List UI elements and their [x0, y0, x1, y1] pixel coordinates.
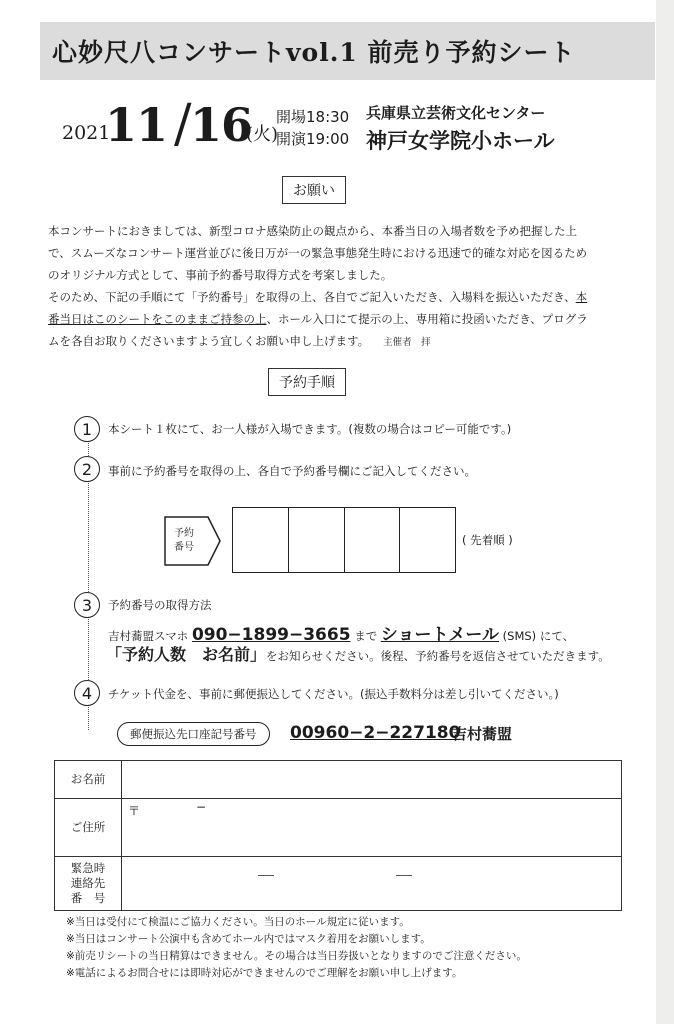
first-come-note: ( 先着順 ) [462, 533, 513, 547]
reservation-label-line-1: 予約 [174, 528, 194, 539]
title-band [40, 22, 655, 80]
name-field[interactable] [122, 761, 622, 799]
start-time: 開演19:00 [276, 130, 350, 148]
reservation-number-label [164, 516, 220, 566]
contact-phone: 090−1899−3665 [191, 625, 351, 645]
venue-hall: 神戸女学院小ホール [366, 128, 555, 153]
event-month: 11 [105, 98, 168, 152]
contact-made: まで [354, 629, 378, 643]
phone-separator [258, 875, 274, 876]
address-label: ご住所 [55, 799, 122, 857]
doors-open-time: 開場18:30 [276, 108, 350, 126]
request-heading: お願い [282, 176, 346, 204]
event-day: 16 [190, 98, 253, 152]
reservation-digit-box[interactable] [400, 508, 455, 572]
request-text [48, 220, 588, 354]
request-suffix: をお知らせください。後程、予約番号を返信させていただきます。 [266, 649, 610, 663]
sms-label: (SMS) [502, 629, 537, 643]
phone-separator [396, 875, 412, 876]
request-p2-end: 、ホール入口にて提示の上、専用箱に投函いただき、プログラムを各自お取りくださいますよう宜しくお願い申し上げます。 [48, 312, 588, 348]
procedure-heading: 予約手順 [268, 368, 346, 396]
request-info [106, 642, 610, 665]
event-venue [366, 102, 555, 155]
reservation-number-field[interactable] [232, 507, 456, 573]
venue-name: 兵庫県立芸術文化センター [366, 104, 546, 122]
reservation-digit-box[interactable] [289, 508, 345, 572]
step-2-text: 事前に予約番号を取得の上、各自で予約番号欄にご記入してください。 [108, 464, 476, 478]
contact-label-line-2: 連絡先 [70, 876, 106, 890]
note-item: ※当日はコンサート公演中も含めてホール内ではマスク着用をお願いします。 [66, 933, 431, 945]
contact-suffix: にて、 [539, 629, 575, 643]
footnotes [66, 914, 527, 982]
request-items: 「予約人数 お名前」 [106, 645, 267, 664]
emergency-contact-field[interactable] [122, 857, 622, 911]
postal-account-number: 00960−2−227180 [290, 723, 461, 743]
contact-label-line-3: 番 号 [70, 891, 106, 905]
request-paragraph-1: 本コンサートにおきましては、新型コロナ感染防止の観点から、本番当日の入場者数を予め把握した上で、スムーズなコンサート運営並びに後日万が一の緊急事態発生時における迅速で的確な対応を図るためのオリジナル方式として、事前予約番号取得方式を考案しました。 [48, 224, 588, 282]
step-3-text: 予約番号の取得方法 [108, 598, 212, 612]
request-p2-start: そのため、下記の手順にて「予約番号」を取得の上、各自でご記入いただき、入場料を振込いただき、 [48, 290, 576, 304]
step-4-text: チケット代金を、事前に郵便振込してください。(振込手数料分は差し引いてください。) [108, 687, 559, 701]
postal-code-mark: 〒 [128, 804, 141, 818]
contact-prefix: 吉村蕎盟スマホ [108, 629, 189, 643]
step-4-number: 4 [74, 680, 100, 706]
contact-label-line-1: 緊急時 [70, 861, 106, 875]
step-2-number: 2 [74, 456, 100, 482]
postal-code-dash: − [196, 800, 207, 814]
event-year: 2021 [62, 122, 111, 144]
postal-account-label: 郵便振込先口座記号番号 [117, 722, 270, 746]
note-item: ※当日は受付にて検温にご協力ください。当日のホール規定に従います。 [66, 916, 410, 928]
reservation-number-label-text [174, 527, 194, 555]
date-slash: / [174, 94, 192, 154]
request-emphasis: 本番当日はこのシートをこのままご持参の上 [48, 290, 588, 326]
request-paragraph-2 [48, 286, 588, 354]
short-mail: ショートメール [380, 625, 500, 645]
step-1-text: 本シート１枚にて、お一人様が入場できます。(複数の場合はコピー可能です。) [108, 422, 512, 436]
reservation-label-line-2: 番号 [174, 542, 194, 553]
page-edge [656, 0, 674, 1024]
event-times [276, 106, 349, 150]
note-item: ※前売リシートの当日精算はできません。その場合は当日券扱いとなりますのでご注意ください。 [66, 950, 527, 962]
name-label: お名前 [55, 761, 122, 799]
event-weekday: (火) [246, 124, 279, 145]
applicant-form [54, 760, 622, 911]
postal-account-name: 吉村蕎盟 [452, 725, 513, 743]
step-1-number: 1 [74, 416, 100, 442]
page-title: 心妙尺八コンサートvol.1 前売り予約シート [52, 38, 576, 67]
emergency-contact-label [55, 857, 122, 911]
organizer-signature: 主催者 拝 [383, 337, 431, 348]
step-3-number: 3 [74, 592, 100, 618]
note-item: ※電話によるお問合せには即時対応ができませんのでご理解をお願い申し上げます。 [66, 967, 463, 979]
reservation-digit-box[interactable] [345, 508, 401, 572]
reservation-digit-box[interactable] [233, 508, 289, 572]
